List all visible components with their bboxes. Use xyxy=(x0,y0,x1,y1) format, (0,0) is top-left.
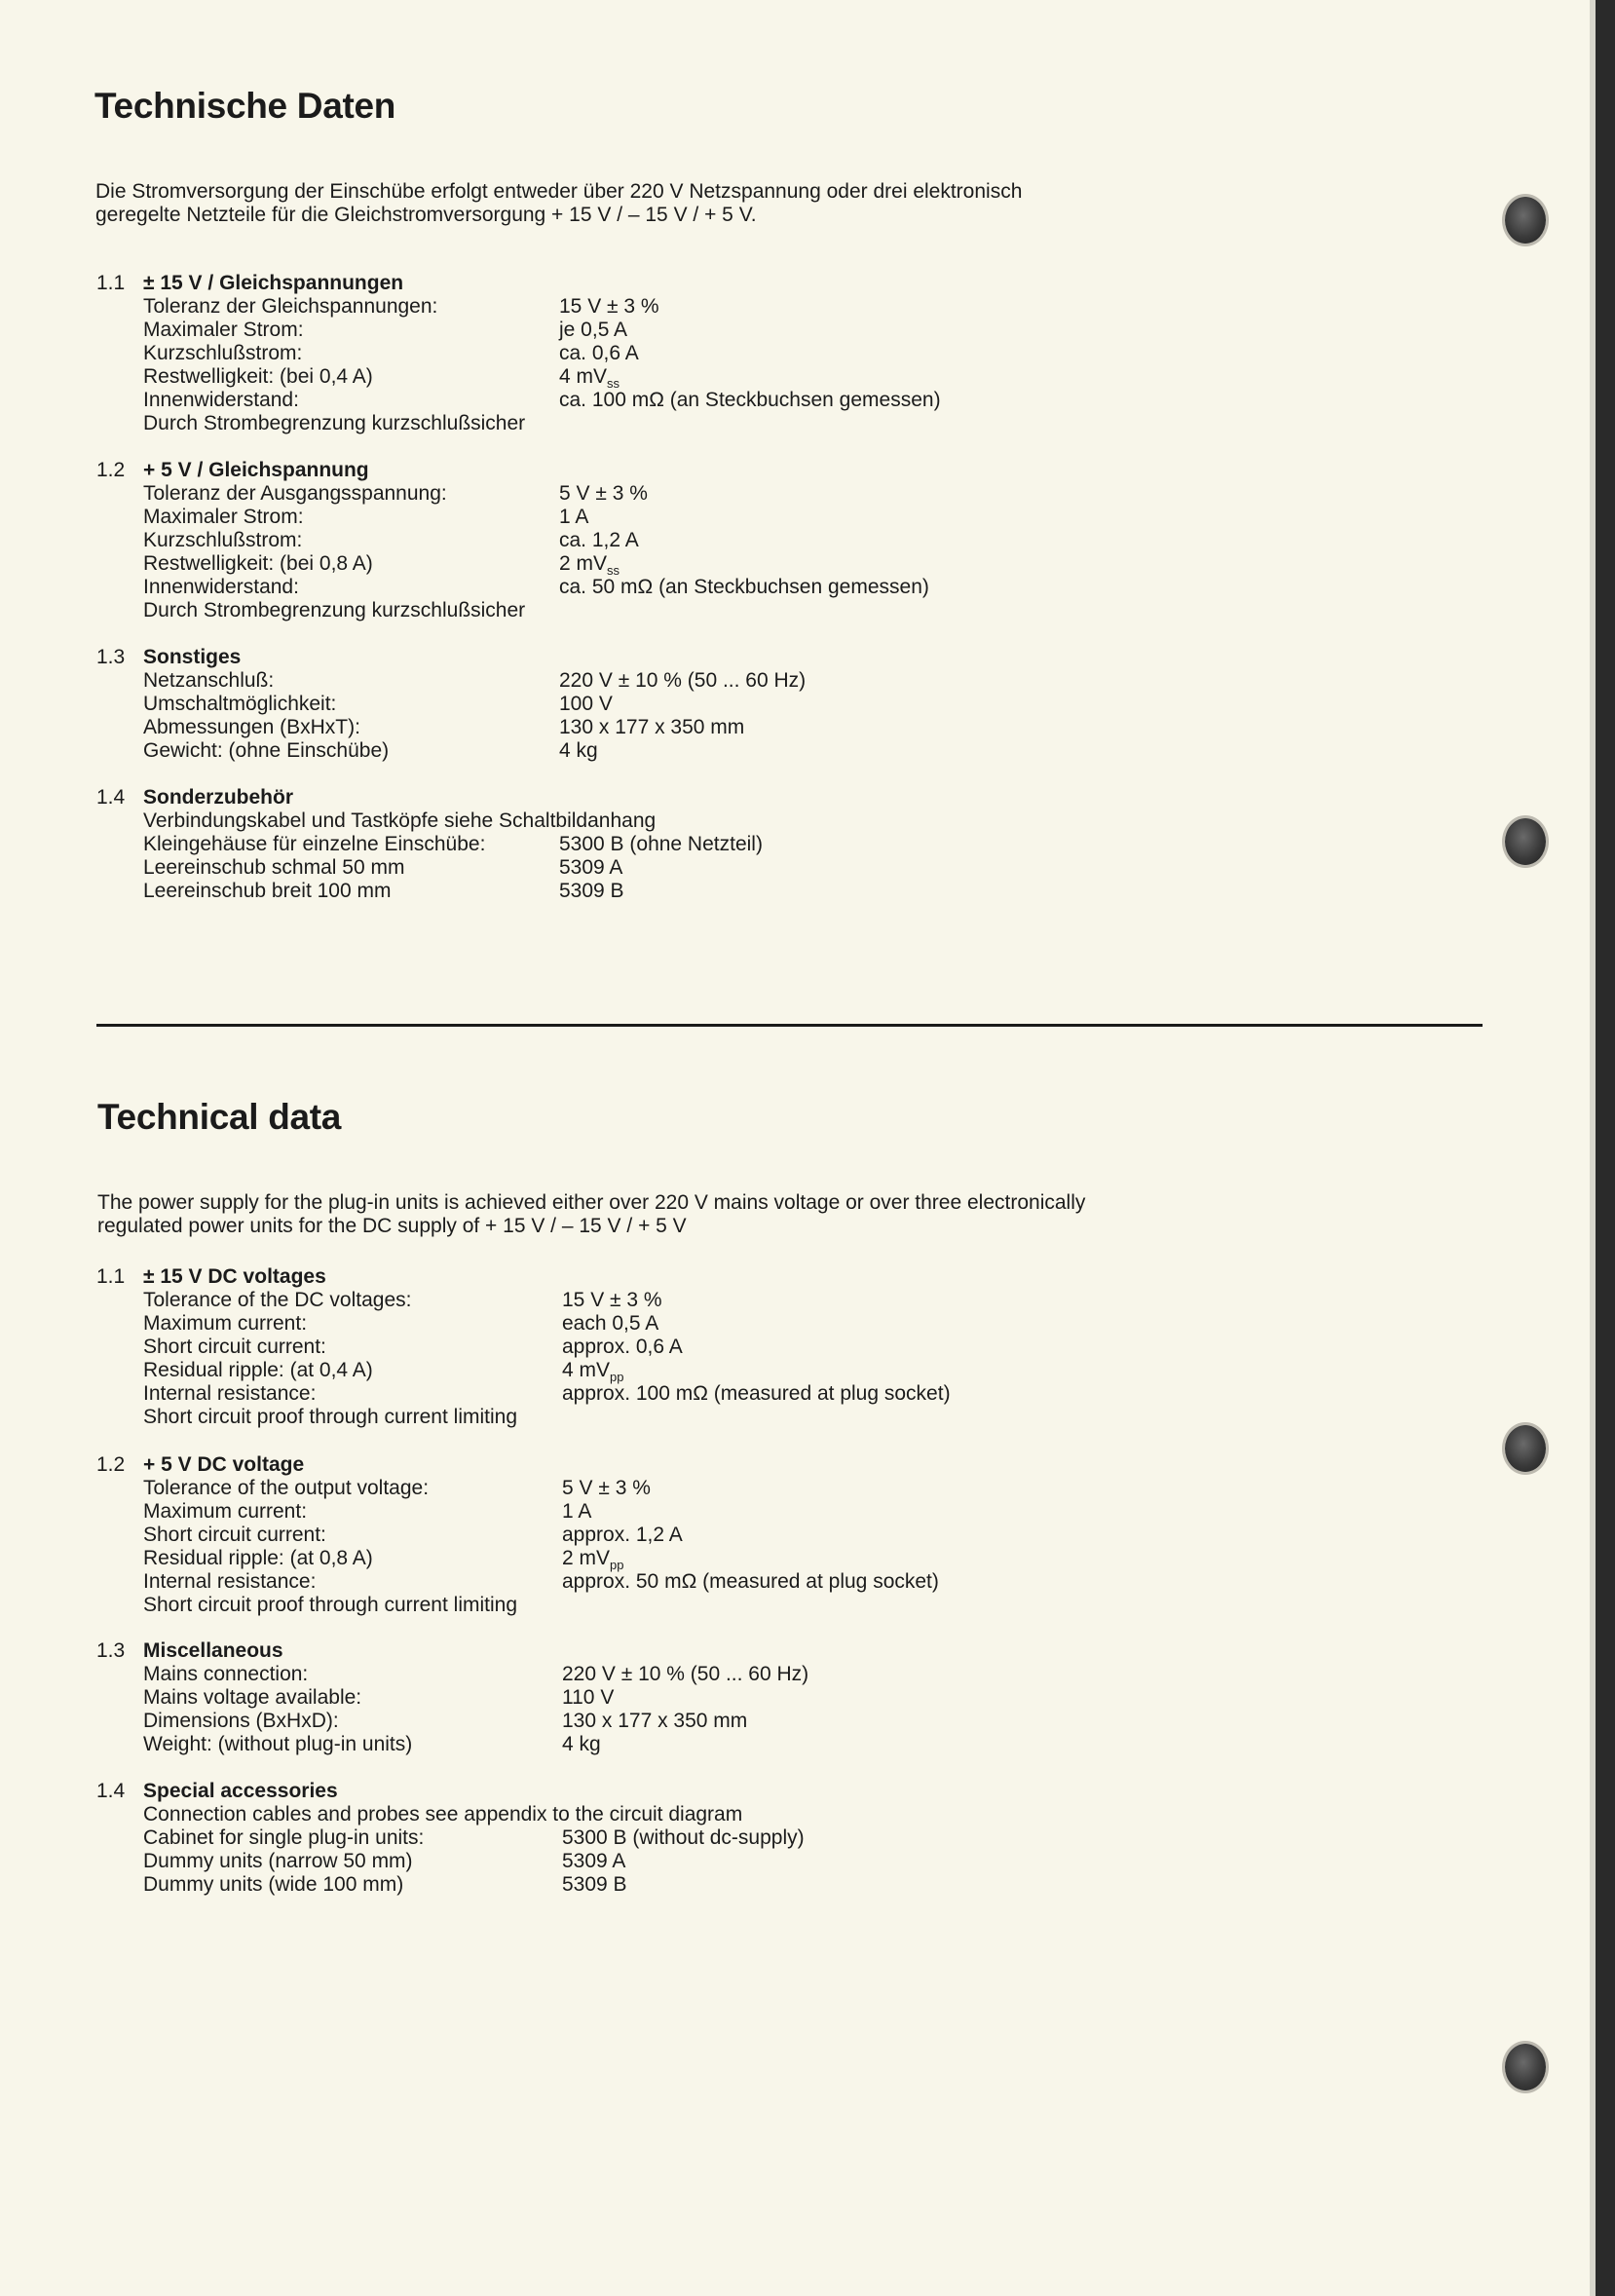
spec-label: Restwelligkeit: (bei 0,4 A) xyxy=(143,365,373,388)
section-number: 1.2 xyxy=(96,459,126,481)
spec-row xyxy=(143,880,1409,903)
spec-row xyxy=(143,693,1409,716)
spec-row xyxy=(143,365,1409,389)
spec-value-text: 5309 B xyxy=(562,1873,627,1896)
spec-value xyxy=(562,1570,939,1594)
spec-value xyxy=(562,1359,623,1382)
spec-label: Mains connection: xyxy=(143,1663,309,1685)
spec-note-row xyxy=(143,412,1409,435)
spec-lead-text: Connection cables and probes see appendix to the circuit diagram xyxy=(143,1803,743,1826)
spec-value xyxy=(559,716,744,739)
spec-label: Kurzschlußstrom: xyxy=(143,342,303,364)
spec-rows xyxy=(143,1803,1409,1897)
spec-value xyxy=(559,319,627,342)
punch-hole xyxy=(1505,818,1546,865)
spec-label: Maximum current: xyxy=(143,1312,308,1335)
spec-value xyxy=(562,1850,625,1873)
spec-label: Netzanschluß: xyxy=(143,669,275,692)
spec-value-text: approx. 50 mΩ (measured at plug socket) xyxy=(562,1570,939,1593)
spec-value-text: 4 mV xyxy=(559,365,608,388)
spec-value xyxy=(559,880,624,903)
spec-label: Abmessungen (BxHxT): xyxy=(143,716,360,738)
spec-label: Innenwiderstand: xyxy=(143,389,299,411)
section-number: 1.2 xyxy=(96,1453,126,1476)
spec-value xyxy=(559,576,929,599)
spec-value xyxy=(559,552,620,576)
spec-row xyxy=(143,1873,1409,1897)
spec-value-text: 5 V ± 3 % xyxy=(559,482,648,505)
spec-value-text: 1 A xyxy=(562,1500,592,1523)
spec-value xyxy=(559,856,622,880)
intro-line: Die Stromversorgung der Einschübe erfolgt entweder über 220 V Netzspannung oder drei elektronisch xyxy=(95,180,1023,203)
spec-value-text: 4 kg xyxy=(562,1733,601,1755)
spec-value-text: 220 V ± 10 % (50 ... 60 Hz) xyxy=(559,669,807,692)
section-divider xyxy=(96,1024,1483,1027)
spec-value xyxy=(562,1710,747,1733)
spec-label: Tolerance of the DC voltages: xyxy=(143,1289,412,1311)
punch-hole xyxy=(1505,197,1546,244)
spec-row xyxy=(143,319,1409,342)
spec-value xyxy=(562,1477,651,1500)
spec-row xyxy=(143,1336,1409,1359)
spec-value xyxy=(562,1382,951,1406)
spec-label: Umschaltmöglichkeit: xyxy=(143,693,337,715)
section-heading: ± 15 V / Gleichspannungen xyxy=(143,272,404,294)
spec-row xyxy=(143,1359,1409,1382)
spec-label: Leereinschub schmal 50 mm xyxy=(143,856,405,879)
spec-note-row xyxy=(143,599,1409,622)
spec-row xyxy=(143,1312,1409,1336)
section-heading: ± 15 V DC voltages xyxy=(143,1265,326,1288)
spec-value xyxy=(562,1289,662,1312)
spec-row xyxy=(143,1477,1409,1500)
spec-label: Toleranz der Ausgangsspannung: xyxy=(143,482,447,505)
spec-value-subscript: ss xyxy=(607,376,620,391)
spec-label: Maximaler Strom: xyxy=(143,506,304,528)
spec-row xyxy=(143,482,1409,506)
spec-value-subscript: ss xyxy=(607,563,620,578)
spec-value xyxy=(559,669,806,693)
intro-line: The power supply for the plug-in units is achieved either over 220 V mains voltage or over three electronically xyxy=(97,1191,1086,1214)
spec-value xyxy=(559,342,639,365)
section-number: 1.4 xyxy=(96,1780,126,1802)
spec-label: Weight: (without plug-in units) xyxy=(143,1733,413,1755)
spec-value-subscript: pp xyxy=(610,1370,624,1384)
spec-value-text: ca. 0,6 A xyxy=(559,342,639,364)
spec-value xyxy=(559,482,648,506)
spec-row xyxy=(143,669,1409,693)
spec-label: Short circuit current: xyxy=(143,1336,326,1358)
spec-row xyxy=(143,1733,1409,1756)
spec-value xyxy=(559,295,659,319)
spec-value xyxy=(559,739,598,763)
spec-value-text: 4 mV xyxy=(562,1359,611,1381)
spec-row xyxy=(143,1826,1409,1850)
section-heading: + 5 V / Gleichspannung xyxy=(143,459,369,481)
spec-row xyxy=(143,389,1409,412)
spec-label: Innenwiderstand: xyxy=(143,576,299,598)
spec-value xyxy=(559,365,620,389)
spec-row xyxy=(143,1500,1409,1524)
spec-label: Dummy units (narrow 50 mm) xyxy=(143,1850,413,1872)
spec-row xyxy=(143,295,1409,319)
spec-row xyxy=(143,739,1409,763)
spec-label: Cabinet for single plug-in units: xyxy=(143,1826,425,1849)
spec-note: Short circuit proof through current limiting xyxy=(143,1594,517,1616)
spec-rows xyxy=(143,295,1409,435)
spec-label: Internal resistance: xyxy=(143,1382,317,1405)
spec-value-text: je 0,5 A xyxy=(559,319,628,341)
section-heading: Miscellaneous xyxy=(143,1639,283,1662)
spec-rows xyxy=(143,669,1409,763)
spec-label: Tolerance of the output voltage: xyxy=(143,1477,430,1499)
spec-label: Residual ripple: (at 0,4 A) xyxy=(143,1359,373,1381)
spec-lead-row xyxy=(143,809,1409,833)
spec-note-row xyxy=(143,1594,1409,1617)
spec-label: Gewicht: (ohne Einschübe) xyxy=(143,739,390,762)
spec-label: Maximaler Strom: xyxy=(143,319,304,341)
spec-row xyxy=(143,1289,1409,1312)
spec-label: Internal resistance: xyxy=(143,1570,317,1593)
spec-rows xyxy=(143,482,1409,622)
spec-value-text: 5300 B (ohne Netzteil) xyxy=(559,833,763,855)
spec-label: Maximum current: xyxy=(143,1500,308,1523)
spec-value-text: 220 V ± 10 % (50 ... 60 Hz) xyxy=(562,1663,809,1685)
spec-value xyxy=(559,833,763,856)
spec-value xyxy=(562,1524,683,1547)
punch-hole xyxy=(1505,2044,1546,2090)
page-title: Technical data xyxy=(97,1097,342,1137)
spec-value xyxy=(559,389,941,412)
spec-value xyxy=(562,1500,591,1524)
spec-value-text: 5 V ± 3 % xyxy=(562,1477,651,1499)
scan-edge xyxy=(1596,0,1615,2296)
spec-value xyxy=(559,506,588,529)
spec-value xyxy=(562,1733,601,1756)
punch-hole xyxy=(1505,1425,1546,1472)
spec-label: Short circuit current: xyxy=(143,1524,326,1546)
intro-paragraph xyxy=(97,1191,1085,1238)
spec-rows xyxy=(143,1477,1409,1617)
spec-value-text: approx. 100 mΩ (measured at plug socket) xyxy=(562,1382,951,1405)
section-number: 1.1 xyxy=(96,1265,126,1288)
spec-row xyxy=(143,506,1409,529)
spec-value xyxy=(562,1686,614,1710)
spec-value-text: 130 x 177 x 350 mm xyxy=(562,1710,748,1732)
spec-label: Leereinschub breit 100 mm xyxy=(143,880,392,902)
spec-row xyxy=(143,1850,1409,1873)
spec-value-text: 5300 B (without dc-supply) xyxy=(562,1826,805,1849)
spec-value-text: each 0,5 A xyxy=(562,1312,659,1335)
spec-label: Kleingehäuse für einzelne Einschübe: xyxy=(143,833,486,855)
intro-line: geregelte Netzteile für die Gleichstromversorgung + 15 V / – 15 V / + 5 V. xyxy=(95,204,757,226)
spec-label: Toleranz der Gleichspannungen: xyxy=(143,295,438,318)
spec-value-text: approx. 0,6 A xyxy=(562,1336,683,1358)
spec-row xyxy=(143,1710,1409,1733)
spec-label: Mains voltage available: xyxy=(143,1686,362,1709)
section-heading: Sonderzubehör xyxy=(143,786,294,809)
spec-value-text: 15 V ± 3 % xyxy=(562,1289,662,1311)
spec-value xyxy=(562,1312,658,1336)
spec-row xyxy=(143,716,1409,739)
section-number: 1.1 xyxy=(96,272,126,294)
spec-label: Dimensions (BxHxD): xyxy=(143,1710,339,1732)
intro-line: regulated power units for the DC supply of + 15 V / – 15 V / + 5 V xyxy=(97,1215,687,1237)
spec-row xyxy=(143,1547,1409,1570)
spec-value-text: ca. 100 mΩ (an Steckbuchsen gemessen) xyxy=(559,389,941,411)
spec-label: Restwelligkeit: (bei 0,8 A) xyxy=(143,552,373,575)
spec-value-text: 4 kg xyxy=(559,739,598,762)
spec-note: Durch Strombegrenzung kurzschlußsicher xyxy=(143,599,526,621)
spec-rows xyxy=(143,809,1409,903)
spec-value-text: ca. 50 mΩ (an Steckbuchsen gemessen) xyxy=(559,576,929,598)
spec-value xyxy=(562,1547,623,1570)
spec-row xyxy=(143,1570,1409,1594)
spec-value-text: ca. 1,2 A xyxy=(559,529,639,551)
spec-row xyxy=(143,1524,1409,1547)
spec-value-text: approx. 1,2 A xyxy=(562,1524,683,1546)
spec-value-text: 2 mV xyxy=(559,552,608,575)
spec-row xyxy=(143,342,1409,365)
spec-value xyxy=(559,693,613,716)
spec-row xyxy=(143,1382,1409,1406)
spec-value-text: 110 V xyxy=(562,1686,615,1709)
spec-label: Residual ripple: (at 0,8 A) xyxy=(143,1547,373,1569)
spec-row xyxy=(143,856,1409,880)
section-heading: Special accessories xyxy=(143,1780,338,1802)
section-number: 1.3 xyxy=(96,1639,126,1662)
spec-value xyxy=(562,1663,808,1686)
spec-value xyxy=(559,529,639,552)
spec-value-text: 100 V xyxy=(559,693,613,715)
spec-value-text: 5309 A xyxy=(562,1850,626,1872)
spec-note: Durch Strombegrenzung kurzschlußsicher xyxy=(143,412,526,434)
page-title: Technische Daten xyxy=(94,86,396,126)
section-number: 1.3 xyxy=(96,646,126,668)
spec-row xyxy=(143,576,1409,599)
spec-note: Short circuit proof through current limiting xyxy=(143,1406,517,1428)
spec-row xyxy=(143,1686,1409,1710)
spec-lead-text: Verbindungskabel und Tastköpfe siehe Schaltbildanhang xyxy=(143,809,657,832)
spec-row xyxy=(143,552,1409,576)
spec-value-text: 2 mV xyxy=(562,1547,611,1569)
spec-value-subscript: pp xyxy=(610,1558,624,1572)
section-number: 1.4 xyxy=(96,786,126,809)
spec-value xyxy=(562,1336,683,1359)
spec-label: Kurzschlußstrom: xyxy=(143,529,303,551)
spec-row xyxy=(143,529,1409,552)
spec-row xyxy=(143,1663,1409,1686)
spec-value-text: 15 V ± 3 % xyxy=(559,295,659,318)
spec-value-text: 130 x 177 x 350 mm xyxy=(559,716,745,738)
spec-lead-row xyxy=(143,1803,1409,1826)
spec-rows xyxy=(143,1663,1409,1756)
spec-label: Dummy units (wide 100 mm) xyxy=(143,1873,404,1896)
spec-value xyxy=(562,1873,627,1897)
spec-value-text: 5309 B xyxy=(559,880,624,902)
spec-row xyxy=(143,833,1409,856)
spec-rows xyxy=(143,1289,1409,1429)
section-heading: Sonstiges xyxy=(143,646,242,668)
intro-paragraph xyxy=(95,180,1022,227)
spec-value-text: 5309 A xyxy=(559,856,623,879)
section-heading: + 5 V DC voltage xyxy=(143,1453,305,1476)
spec-note-row xyxy=(143,1406,1409,1429)
spec-value-text: 1 A xyxy=(559,506,589,528)
spec-value xyxy=(562,1826,805,1850)
